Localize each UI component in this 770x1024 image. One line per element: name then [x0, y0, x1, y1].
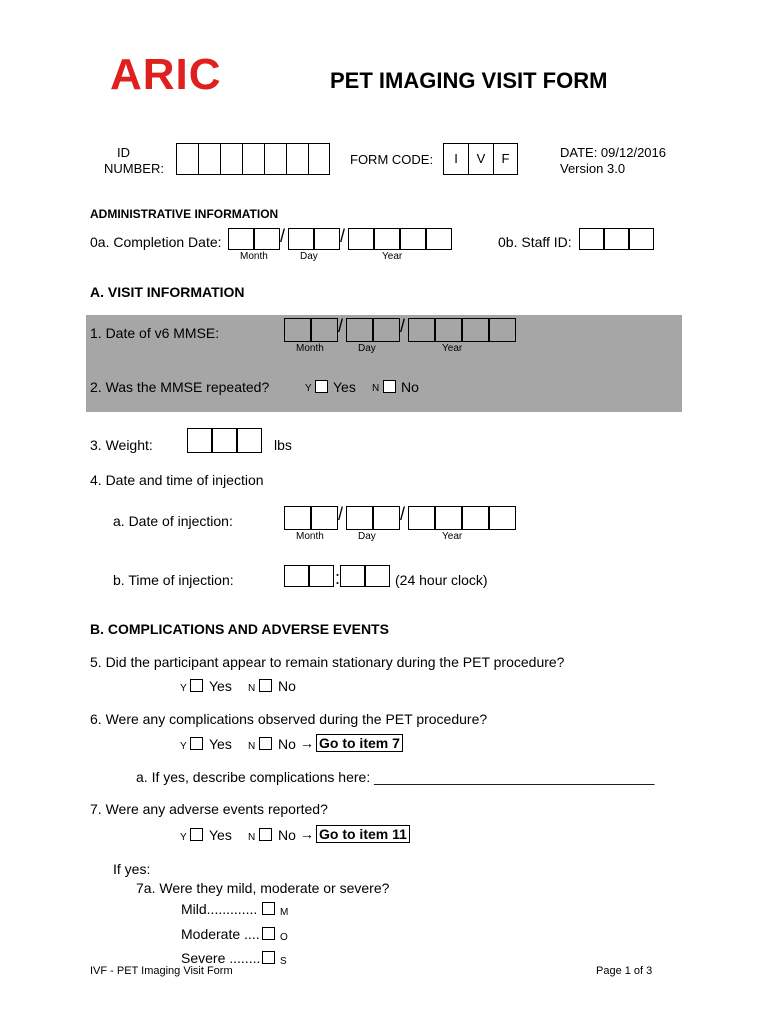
inj-date-slash: / [338, 504, 344, 524]
time-colon: : [335, 568, 341, 588]
q6-yes-label: Yes [209, 736, 232, 752]
moderate-checkbox[interactable] [262, 927, 275, 940]
id-digit-box[interactable] [176, 143, 198, 175]
inj-date-year-box[interactable] [462, 506, 489, 530]
footer-right: Page 1 of 3 [596, 965, 653, 977]
q6-no-label: No [278, 736, 296, 752]
q7-no-code: N [248, 832, 256, 843]
weight-box[interactable] [237, 428, 262, 453]
mmse-date-day-box[interactable] [373, 318, 400, 342]
mmse-date-month-label: Month [296, 343, 324, 354]
q4a-label: a. Date of injection: [113, 513, 233, 529]
mmse-date-year-box[interactable] [408, 318, 435, 342]
id-digit-box[interactable] [264, 143, 286, 175]
form-code-i: I [443, 143, 468, 175]
form-version: Version 3.0 [560, 161, 626, 176]
id-digit-box[interactable] [286, 143, 308, 175]
q6-no-code: N [248, 741, 256, 752]
footer-left: IVF - PET Imaging Visit Form [90, 965, 233, 977]
q6-yes-code: Y [180, 741, 187, 752]
q2-no-checkbox[interactable] [383, 380, 396, 393]
completion-date-month-label: Month [240, 251, 268, 262]
q4-label: 4. Date and time of injection [90, 472, 264, 488]
staff-id-box[interactable] [579, 228, 604, 250]
form-code-v: V [468, 143, 493, 175]
id-label-2: NUMBER: [104, 161, 164, 176]
inj-date-slash: / [400, 504, 406, 524]
completion-date-day-box[interactable] [288, 228, 314, 250]
completion-date-month-box[interactable] [254, 228, 280, 250]
q6-no-checkbox[interactable] [259, 737, 272, 750]
mmse-date-year-box[interactable] [489, 318, 516, 342]
mmse-date-year-box[interactable] [435, 318, 462, 342]
form-code-f: F [493, 143, 518, 175]
severe-checkbox[interactable] [262, 951, 275, 964]
hour-box[interactable] [309, 565, 334, 587]
q7-label: 7. Were any adverse events reported? [90, 801, 328, 817]
q7-yes-code: Y [180, 832, 187, 843]
inj-date-year-label: Year [442, 531, 463, 542]
q6-arrow: → [300, 735, 314, 751]
q2-yes-label: Yes [333, 379, 356, 395]
q7-no-checkbox[interactable] [259, 828, 272, 841]
inj-date-day-label: Day [358, 531, 376, 542]
q5-no-code: N [248, 683, 256, 694]
weight-box[interactable] [212, 428, 237, 453]
mmse-date-month-box[interactable] [311, 318, 338, 342]
q5-yes-checkbox[interactable] [190, 679, 203, 692]
id-label: ID [117, 145, 130, 160]
form-code-label: FORM CODE: [350, 152, 434, 167]
id-digit-box[interactable] [198, 143, 220, 175]
minute-box[interactable] [340, 565, 365, 587]
q3-label: 3. Weight: [90, 437, 153, 453]
hour-box[interactable] [284, 565, 309, 587]
completion-date-slash: / [280, 226, 286, 246]
q5-yes-code: Y [180, 683, 187, 694]
aric-logo: ARIC [110, 50, 222, 99]
completion-date-month-box[interactable] [228, 228, 254, 250]
completion-date-year-box[interactable] [400, 228, 426, 250]
q6-yes-checkbox[interactable] [190, 737, 203, 750]
mmse-date-day-box[interactable] [346, 318, 373, 342]
q7-yes-label: Yes [209, 827, 232, 843]
completion-date-day-box[interactable] [314, 228, 340, 250]
q7-no-label: No [278, 827, 296, 843]
mmse-date-month-box[interactable] [284, 318, 311, 342]
staff-id-label: 0b. Staff ID: [498, 234, 572, 250]
inj-date-month-label: Month [296, 531, 324, 542]
q1-label: 1. Date of v6 MMSE: [90, 325, 220, 341]
inj-date-day-box[interactable] [373, 506, 400, 530]
id-digit-box[interactable] [220, 143, 242, 175]
staff-id-box[interactable] [629, 228, 654, 250]
form-title: PET IMAGING VISIT FORM [330, 68, 608, 93]
form-date: DATE: 09/12/2016 [560, 145, 666, 160]
moderate-code: O [280, 932, 288, 943]
completion-date-year-box[interactable] [426, 228, 452, 250]
completion-date-day-label: Day [300, 251, 318, 262]
minute-box[interactable] [365, 565, 390, 587]
completion-date-year-label: Year [382, 251, 403, 262]
mmse-date-year-label: Year [442, 343, 463, 354]
mild-label: Mild............. [181, 901, 258, 917]
completion-date-label: 0a. Completion Date: [90, 234, 222, 250]
q6a-label: a. If yes, describe complications here: ____________________________________ [136, 769, 655, 785]
staff-id-box[interactable] [604, 228, 629, 250]
q5-yes-label: Yes [209, 678, 232, 694]
clock-note: (24 hour clock) [395, 572, 488, 588]
q5-label: 5. Did the participant appear to remain stationary during the PET procedure? [90, 654, 565, 670]
q2-label: 2. Was the MMSE repeated? [90, 379, 270, 395]
weight-box[interactable] [187, 428, 212, 453]
q4b-label: b. Time of injection: [113, 572, 234, 588]
inj-date-year-box[interactable] [489, 506, 516, 530]
q6-goto: Go to item 7 [316, 734, 403, 752]
severe-label: Severe ........ [181, 950, 261, 966]
id-digit-box[interactable] [308, 143, 330, 175]
q2-no-code: N [372, 383, 380, 394]
q7a-label: 7a. Were they mild, moderate or severe? [136, 880, 390, 896]
mild-checkbox[interactable] [262, 902, 275, 915]
weight-unit: lbs [274, 437, 292, 453]
section-b-heading: B. COMPLICATIONS AND ADVERSE EVENTS [90, 621, 389, 637]
q6-label: 6. Were any complications observed during the PET procedure? [90, 711, 488, 727]
mmse-date-year-box[interactable] [462, 318, 489, 342]
section-a-heading: A. VISIT INFORMATION [90, 284, 245, 300]
q2-no-label: No [401, 379, 419, 395]
mmse-date-day-label: Day [358, 343, 376, 354]
inj-date-year-box[interactable] [408, 506, 435, 530]
mild-code: M [280, 907, 289, 918]
q7-goto: Go to item 11 [316, 825, 410, 843]
q7-arrow: → [300, 826, 314, 842]
completion-date-year-box[interactable] [374, 228, 400, 250]
q2-yes-code: Y [305, 383, 312, 394]
q2-yes-checkbox[interactable] [315, 380, 328, 393]
admin-heading: ADMINISTRATIVE INFORMATION [90, 207, 279, 221]
inj-date-month-box[interactable] [311, 506, 338, 530]
severe-code: S [280, 956, 287, 967]
mmse-date-slash: / [338, 316, 344, 336]
mmse-date-slash: / [400, 316, 406, 336]
inj-date-day-box[interactable] [346, 506, 373, 530]
if-yes-label: If yes: [113, 861, 151, 877]
completion-date-slash: / [340, 226, 346, 246]
inj-date-month-box[interactable] [284, 506, 311, 530]
id-digit-box[interactable] [242, 143, 264, 175]
q5-no-label: No [278, 678, 296, 694]
moderate-label: Moderate .... [181, 926, 260, 942]
q5-no-checkbox[interactable] [259, 679, 272, 692]
q7-yes-checkbox[interactable] [190, 828, 203, 841]
completion-date-year-box[interactable] [348, 228, 374, 250]
inj-date-year-box[interactable] [435, 506, 462, 530]
